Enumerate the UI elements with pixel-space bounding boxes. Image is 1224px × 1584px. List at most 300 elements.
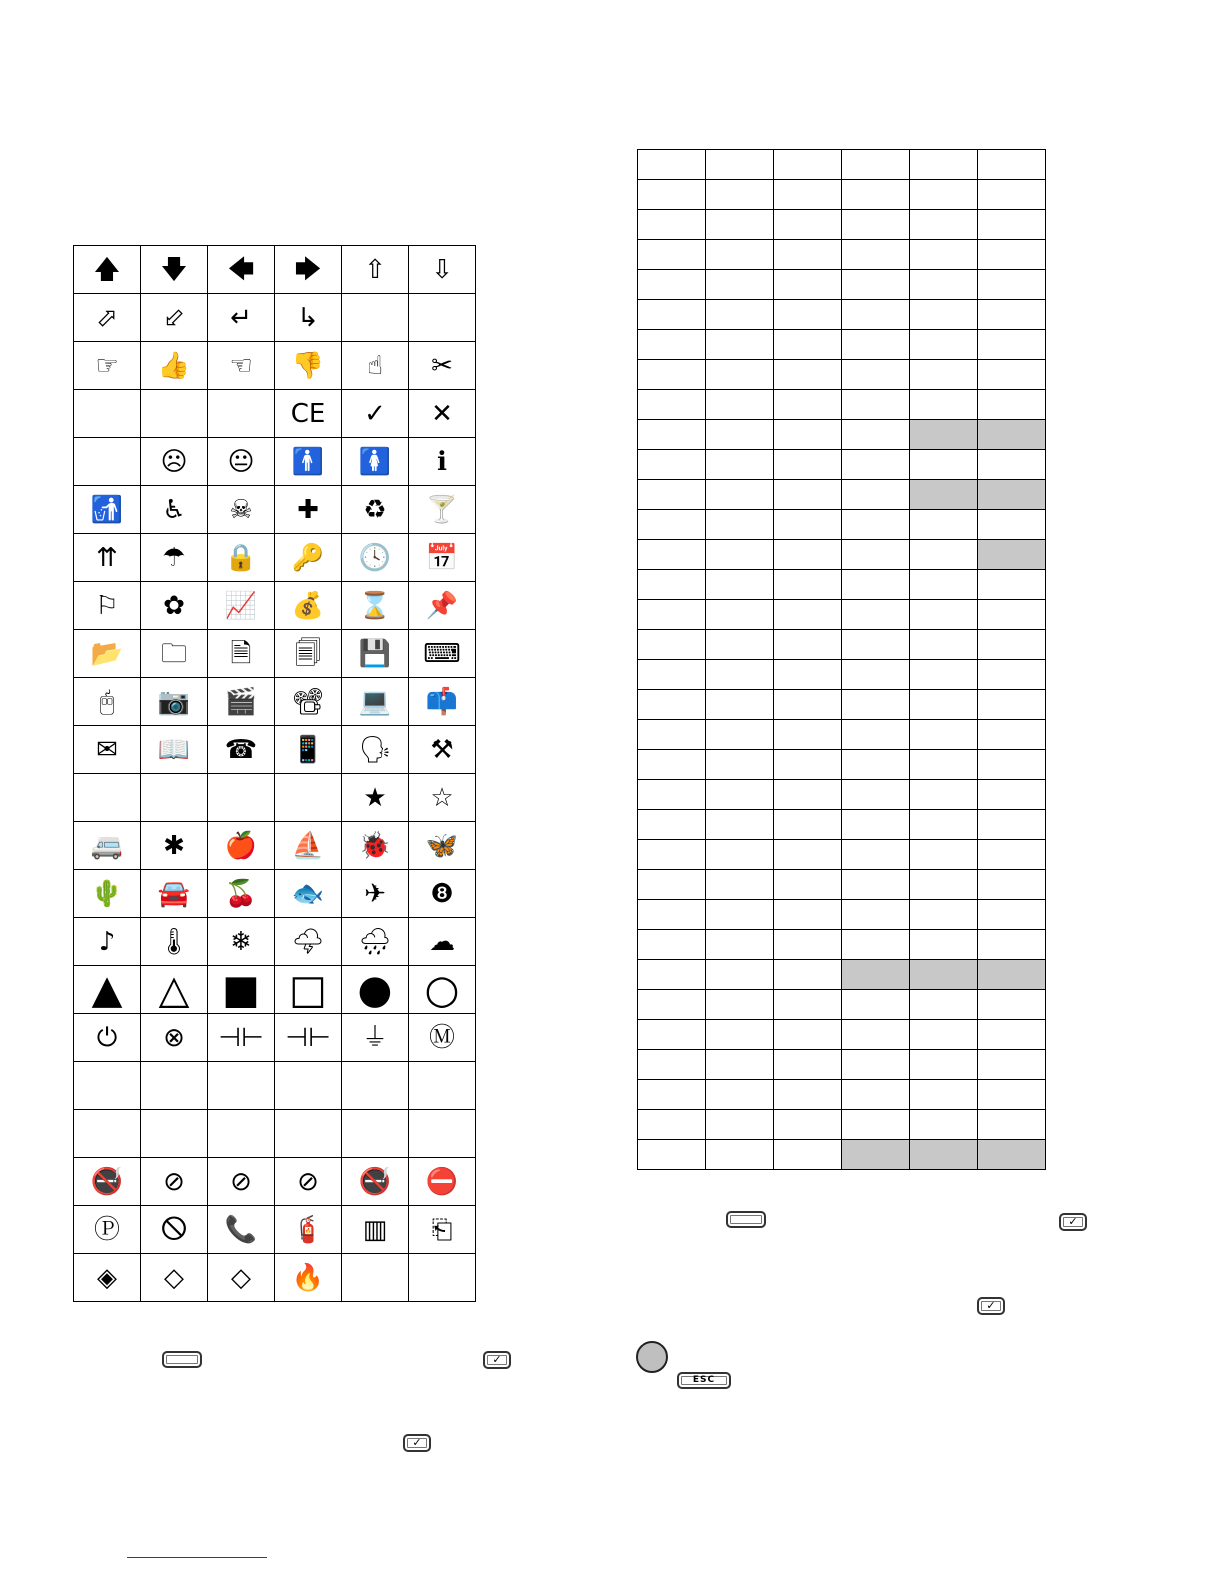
symbol-cell	[141, 390, 208, 438]
grid-cell	[842, 180, 910, 210]
grid-cell	[842, 240, 910, 270]
esc-key-label: ESC	[692, 1375, 716, 1385]
grid-cell-shaded	[842, 1140, 910, 1170]
symbol-cell	[208, 1110, 275, 1158]
symbol-cell: 📽	[275, 678, 342, 726]
grid-cell	[706, 300, 774, 330]
grid-cell	[978, 720, 1046, 750]
symbol-cell: 💰	[275, 582, 342, 630]
grid-cell	[638, 450, 706, 480]
symbol-cell: ☎	[208, 726, 275, 774]
grid-cell	[842, 930, 910, 960]
grid-cell	[842, 510, 910, 540]
grid-cell	[842, 540, 910, 570]
symbol-cell	[409, 1254, 476, 1302]
symbol-cell: ☁	[409, 918, 476, 966]
symbol-cell: ♻	[342, 486, 409, 534]
grid-cell	[842, 900, 910, 930]
grid-cell-shaded	[842, 960, 910, 990]
grid-cell	[638, 570, 706, 600]
grid-cell	[978, 450, 1046, 480]
grid-cell	[910, 1020, 978, 1050]
symbol-cell: ☂	[141, 534, 208, 582]
grid-cell	[638, 360, 706, 390]
symbol-cell	[74, 438, 141, 486]
grid-cell	[842, 360, 910, 390]
symbol-cell: 🌡	[141, 918, 208, 966]
grid-cell	[978, 690, 1046, 720]
ok-key-mark: ✓	[492, 1353, 502, 1366]
grid-cell	[910, 180, 978, 210]
symbol-cell: ★	[342, 774, 409, 822]
symbol-cell: 🚹	[275, 438, 342, 486]
grid-cell	[638, 1050, 706, 1080]
symbol-cell: 💻	[342, 678, 409, 726]
grid-cell	[774, 450, 842, 480]
grid-cell	[706, 570, 774, 600]
symbol-cell: 🡇	[141, 246, 208, 294]
grid-cell	[706, 660, 774, 690]
symbol-cell: ⇧	[342, 246, 409, 294]
grid-cell	[774, 390, 842, 420]
grid-row	[638, 180, 1046, 210]
grid-cell	[706, 210, 774, 240]
grid-cell	[910, 660, 978, 690]
symbol-cell: ✱	[141, 822, 208, 870]
grid-cell	[774, 510, 842, 540]
grid-cell	[638, 180, 706, 210]
grid-cell	[774, 210, 842, 240]
grid-cell	[910, 780, 978, 810]
symbol-cell: 👎	[275, 342, 342, 390]
grid-cell	[774, 570, 842, 600]
grid-row	[638, 300, 1046, 330]
symbol-row	[74, 294, 476, 342]
symbol-cell: 📷	[141, 678, 208, 726]
grid-cell	[910, 450, 978, 480]
grid-cell	[978, 360, 1046, 390]
symbol-cell: 👍	[141, 342, 208, 390]
grid-cell	[706, 540, 774, 570]
grid-cell	[842, 150, 910, 180]
symbol-row	[74, 1254, 476, 1302]
symbol-cell: ❽	[409, 870, 476, 918]
symbol-row	[74, 1110, 476, 1158]
grid-cell	[774, 150, 842, 180]
grid-cell	[638, 990, 706, 1020]
grid-cell	[842, 1110, 910, 1140]
grid-row	[638, 270, 1046, 300]
grid-cell	[706, 810, 774, 840]
grid-cell	[774, 780, 842, 810]
symbol-cell: 📱	[275, 726, 342, 774]
grid-cell	[842, 1050, 910, 1080]
grid-cell	[706, 690, 774, 720]
symbol-cell: ⊘	[275, 1158, 342, 1206]
symbol-row	[74, 246, 476, 294]
symbol-cell: ⬀	[74, 294, 141, 342]
symbol-cell: ⬃	[141, 294, 208, 342]
grid-cell	[910, 390, 978, 420]
grid-cell	[706, 870, 774, 900]
grid-cell	[842, 390, 910, 420]
grid-cell	[842, 420, 910, 450]
grid-cell	[910, 840, 978, 870]
grid-cell	[774, 1080, 842, 1110]
symbol-cell: 🌩	[275, 918, 342, 966]
symbol-cell: ●	[342, 966, 409, 1014]
symbol-row	[74, 918, 476, 966]
symbol-cell: ✿	[141, 582, 208, 630]
grid-cell	[910, 330, 978, 360]
symbol-cell: 🖰	[74, 678, 141, 726]
grid-cell	[978, 330, 1046, 360]
symbol-cell: ⚐	[74, 582, 141, 630]
grid-cell	[706, 840, 774, 870]
grid-cell	[842, 840, 910, 870]
grid-cell	[706, 1110, 774, 1140]
grid-cell	[638, 720, 706, 750]
grid-cell	[910, 600, 978, 630]
symbol-row	[74, 870, 476, 918]
grid-cell	[774, 810, 842, 840]
grid-cell	[910, 990, 978, 1020]
symbol-cell: ☝	[342, 342, 409, 390]
symbol-cell: ⇈	[74, 534, 141, 582]
grid-row	[638, 750, 1046, 780]
grid-cell	[706, 240, 774, 270]
symbol-cell: 🧯	[275, 1206, 342, 1254]
grid-row	[638, 1080, 1046, 1110]
symbol-cell: ■	[208, 966, 275, 1014]
symbol-cell: ⛔	[409, 1158, 476, 1206]
grid-cell	[774, 180, 842, 210]
symbol-cell: Ⓟ	[74, 1206, 141, 1254]
symbol-row	[74, 678, 476, 726]
symbol-row	[74, 1158, 476, 1206]
symbol-cell: ✚	[275, 486, 342, 534]
symbol-cell: 🚭	[342, 1158, 409, 1206]
grid-cell	[774, 750, 842, 780]
symbol-cell: 📖	[141, 726, 208, 774]
symbol-cell: ▲	[74, 966, 141, 1014]
symbol-cell: ↵	[208, 294, 275, 342]
symbol-cell: 📅	[409, 534, 476, 582]
symbol-cell: CE	[275, 390, 342, 438]
grid-cell	[910, 510, 978, 540]
grid-cell	[774, 1110, 842, 1140]
symbol-cell	[74, 1062, 141, 1110]
symbol-cell: 🎬	[208, 678, 275, 726]
ok-key-mark: ✓	[986, 1299, 996, 1312]
grid-row	[638, 150, 1046, 180]
grid-cell	[910, 270, 978, 300]
grid-cell-shaded	[978, 960, 1046, 990]
grid-row	[638, 630, 1046, 660]
grid-row	[638, 450, 1046, 480]
grid-cell	[774, 360, 842, 390]
grid-cell-shaded	[978, 480, 1046, 510]
grid-cell-shaded	[910, 1140, 978, 1170]
symbol-cell: ⊗	[141, 1014, 208, 1062]
grid-cell	[842, 480, 910, 510]
grid-cell	[638, 540, 706, 570]
grid-row	[638, 720, 1046, 750]
grid-cell	[638, 330, 706, 360]
grid-cell	[706, 510, 774, 540]
grid-cell	[706, 630, 774, 660]
symbol-cell: ⊣⊢	[275, 1014, 342, 1062]
grid-cell	[706, 360, 774, 390]
symbol-cell	[74, 390, 141, 438]
grid-row	[638, 660, 1046, 690]
symbol-cell: ◈	[74, 1254, 141, 1302]
grid-cell	[638, 810, 706, 840]
grid-cell	[638, 420, 706, 450]
symbol-cell: 🛇	[141, 1206, 208, 1254]
grid-cell	[774, 420, 842, 450]
grid-cell	[842, 1020, 910, 1050]
grid-cell	[774, 270, 842, 300]
grid-cell	[638, 930, 706, 960]
grid-cell	[706, 750, 774, 780]
grid-row	[638, 540, 1046, 570]
grid-cell	[706, 720, 774, 750]
grid-cell-shaded	[910, 420, 978, 450]
grid-cell	[774, 720, 842, 750]
grid-cell	[774, 240, 842, 270]
grid-cell	[774, 300, 842, 330]
symbol-cell	[208, 774, 275, 822]
ok-key-mark: ✓	[1068, 1215, 1078, 1228]
grid-cell	[910, 240, 978, 270]
grid-cell	[842, 690, 910, 720]
grid-cell	[910, 210, 978, 240]
symbol-cell: □	[275, 966, 342, 1014]
grid-row	[638, 810, 1046, 840]
grid-cell	[978, 840, 1046, 870]
grid-cell	[774, 870, 842, 900]
grid-cell	[706, 1020, 774, 1050]
symbol-cell: ⚒	[409, 726, 476, 774]
symbol-cell: 📞	[208, 1206, 275, 1254]
symbol-cell: ✕	[409, 390, 476, 438]
grid-cell	[842, 270, 910, 300]
grid-cell	[978, 1110, 1046, 1140]
grid-table	[637, 149, 1046, 1170]
symbol-row	[74, 342, 476, 390]
grid-cell	[706, 480, 774, 510]
ok-key-icon	[977, 1297, 1005, 1315]
symbol-cell	[208, 1062, 275, 1110]
grid-cell	[774, 900, 842, 930]
symbol-cell: 🡅	[74, 246, 141, 294]
grid-cell	[774, 690, 842, 720]
symbol-cell	[409, 1110, 476, 1158]
symbol-cell: 🌧	[342, 918, 409, 966]
symbol-cell: 🚘	[141, 870, 208, 918]
symbol-cell: ℹ	[409, 438, 476, 486]
symbol-cell	[342, 1254, 409, 1302]
grid-cell	[910, 750, 978, 780]
grid-cell	[774, 1050, 842, 1080]
grid-cell	[910, 810, 978, 840]
grid-cell	[978, 810, 1046, 840]
grid-cell-shaded	[910, 960, 978, 990]
symbol-cell: ⏻	[74, 1014, 141, 1062]
symbol-cell: 🍸	[409, 486, 476, 534]
grid-cell	[638, 750, 706, 780]
grid-cell	[774, 930, 842, 960]
symbol-cell	[275, 774, 342, 822]
grid-cell	[774, 630, 842, 660]
symbol-cell: 🗐	[275, 630, 342, 678]
symbol-row	[74, 582, 476, 630]
esc-key-icon	[677, 1372, 731, 1389]
grid-cell	[978, 510, 1046, 540]
symbol-cell: ☠	[208, 486, 275, 534]
grid-cell-shaded	[978, 540, 1046, 570]
grid-cell	[638, 1140, 706, 1170]
grid-cell	[638, 690, 706, 720]
grid-cell	[706, 600, 774, 630]
grid-cell	[978, 240, 1046, 270]
grid-row	[638, 1140, 1046, 1170]
symbol-cell: 🡆	[275, 246, 342, 294]
grid-cell	[910, 1080, 978, 1110]
grid-cell	[638, 900, 706, 930]
grid-cell	[638, 870, 706, 900]
grid-cell	[842, 300, 910, 330]
symbol-cell	[141, 774, 208, 822]
symbol-cell: ♪	[74, 918, 141, 966]
symbol-cell: ✈	[342, 870, 409, 918]
grid-row	[638, 990, 1046, 1020]
grid-cell	[638, 780, 706, 810]
grid-cell	[638, 240, 706, 270]
symbol-cell: 🗀	[141, 630, 208, 678]
grid-row	[638, 360, 1046, 390]
symbol-cell: 🡄	[208, 246, 275, 294]
symbol-cell: ⊘	[141, 1158, 208, 1206]
symbol-cell: ☆	[409, 774, 476, 822]
grid-cell	[978, 180, 1046, 210]
grid-cell	[706, 390, 774, 420]
grid-row	[638, 210, 1046, 240]
symbol-cell: ↳	[275, 294, 342, 342]
grid-cell	[774, 990, 842, 1020]
grid-cell	[706, 960, 774, 990]
grid-cell	[978, 870, 1046, 900]
grid-cell	[638, 600, 706, 630]
symbol-cell: 📌	[409, 582, 476, 630]
grid-cell	[706, 990, 774, 1020]
grid-cell	[842, 990, 910, 1020]
symbol-cell: ✉	[74, 726, 141, 774]
grid-cell	[638, 630, 706, 660]
symbol-cell: 🗎	[208, 630, 275, 678]
grid-cell	[910, 870, 978, 900]
symbol-cell	[74, 774, 141, 822]
grid-cell	[638, 210, 706, 240]
grid-cell	[706, 150, 774, 180]
grid-cell	[910, 1050, 978, 1080]
grid-cell	[842, 600, 910, 630]
symbol-cell: ✂	[409, 342, 476, 390]
grid-cell	[774, 840, 842, 870]
grid-cell-shaded	[978, 1140, 1046, 1170]
grid-cell	[842, 570, 910, 600]
grid-cell	[978, 150, 1046, 180]
grid-row	[638, 1110, 1046, 1140]
grid-cell	[978, 1050, 1046, 1080]
symbol-cell	[275, 1062, 342, 1110]
symbol-cell: 🌵	[74, 870, 141, 918]
grid-cell	[978, 750, 1046, 780]
grid-cell	[706, 900, 774, 930]
grid-row	[638, 870, 1046, 900]
symbol-cell: 🐟	[275, 870, 342, 918]
blank-key-icon	[726, 1211, 766, 1228]
symbol-cell: 🚺	[342, 438, 409, 486]
grid-cell	[638, 270, 706, 300]
symbol-cell	[342, 1110, 409, 1158]
symbol-row	[74, 1014, 476, 1062]
grid-row	[638, 570, 1046, 600]
grid-cell	[910, 540, 978, 570]
tip-circle-icon	[636, 1341, 668, 1373]
grid-cell	[774, 330, 842, 360]
symbol-cell: Ⓜ	[409, 1014, 476, 1062]
ok-key-mark: ✓	[412, 1436, 422, 1449]
grid-row	[638, 420, 1046, 450]
grid-cell	[978, 570, 1046, 600]
grid-cell	[842, 210, 910, 240]
grid-cell	[774, 540, 842, 570]
symbol-cell: ⌛	[342, 582, 409, 630]
grid-cell	[706, 930, 774, 960]
symbol-cell: ⛵	[275, 822, 342, 870]
symbol-cell: 🚮	[74, 486, 141, 534]
grid-cell	[978, 600, 1046, 630]
grid-row	[638, 900, 1046, 930]
grid-cell	[842, 780, 910, 810]
grid-row	[638, 840, 1046, 870]
symbol-cell: ☞	[74, 342, 141, 390]
grid-cell	[978, 300, 1046, 330]
symbol-row	[74, 822, 476, 870]
symbol-cell: 🔑	[275, 534, 342, 582]
symbol-cell: 📈	[208, 582, 275, 630]
symbol-row	[74, 966, 476, 1014]
symbol-row	[74, 1206, 476, 1254]
grid-cell	[842, 660, 910, 690]
grid-cell	[910, 300, 978, 330]
grid-cell	[978, 630, 1046, 660]
symbol-cell	[275, 1110, 342, 1158]
grid-cell	[706, 1080, 774, 1110]
grid-cell	[978, 210, 1046, 240]
grid-cell-shaded	[910, 480, 978, 510]
symbol-cell: ⊘	[208, 1158, 275, 1206]
grid-cell	[910, 690, 978, 720]
symbols-table	[73, 245, 476, 1302]
symbol-row	[74, 774, 476, 822]
symbol-cell: ☹	[141, 438, 208, 486]
grid-cell	[774, 660, 842, 690]
grid-cell	[706, 180, 774, 210]
symbol-cell: 🔥	[275, 1254, 342, 1302]
